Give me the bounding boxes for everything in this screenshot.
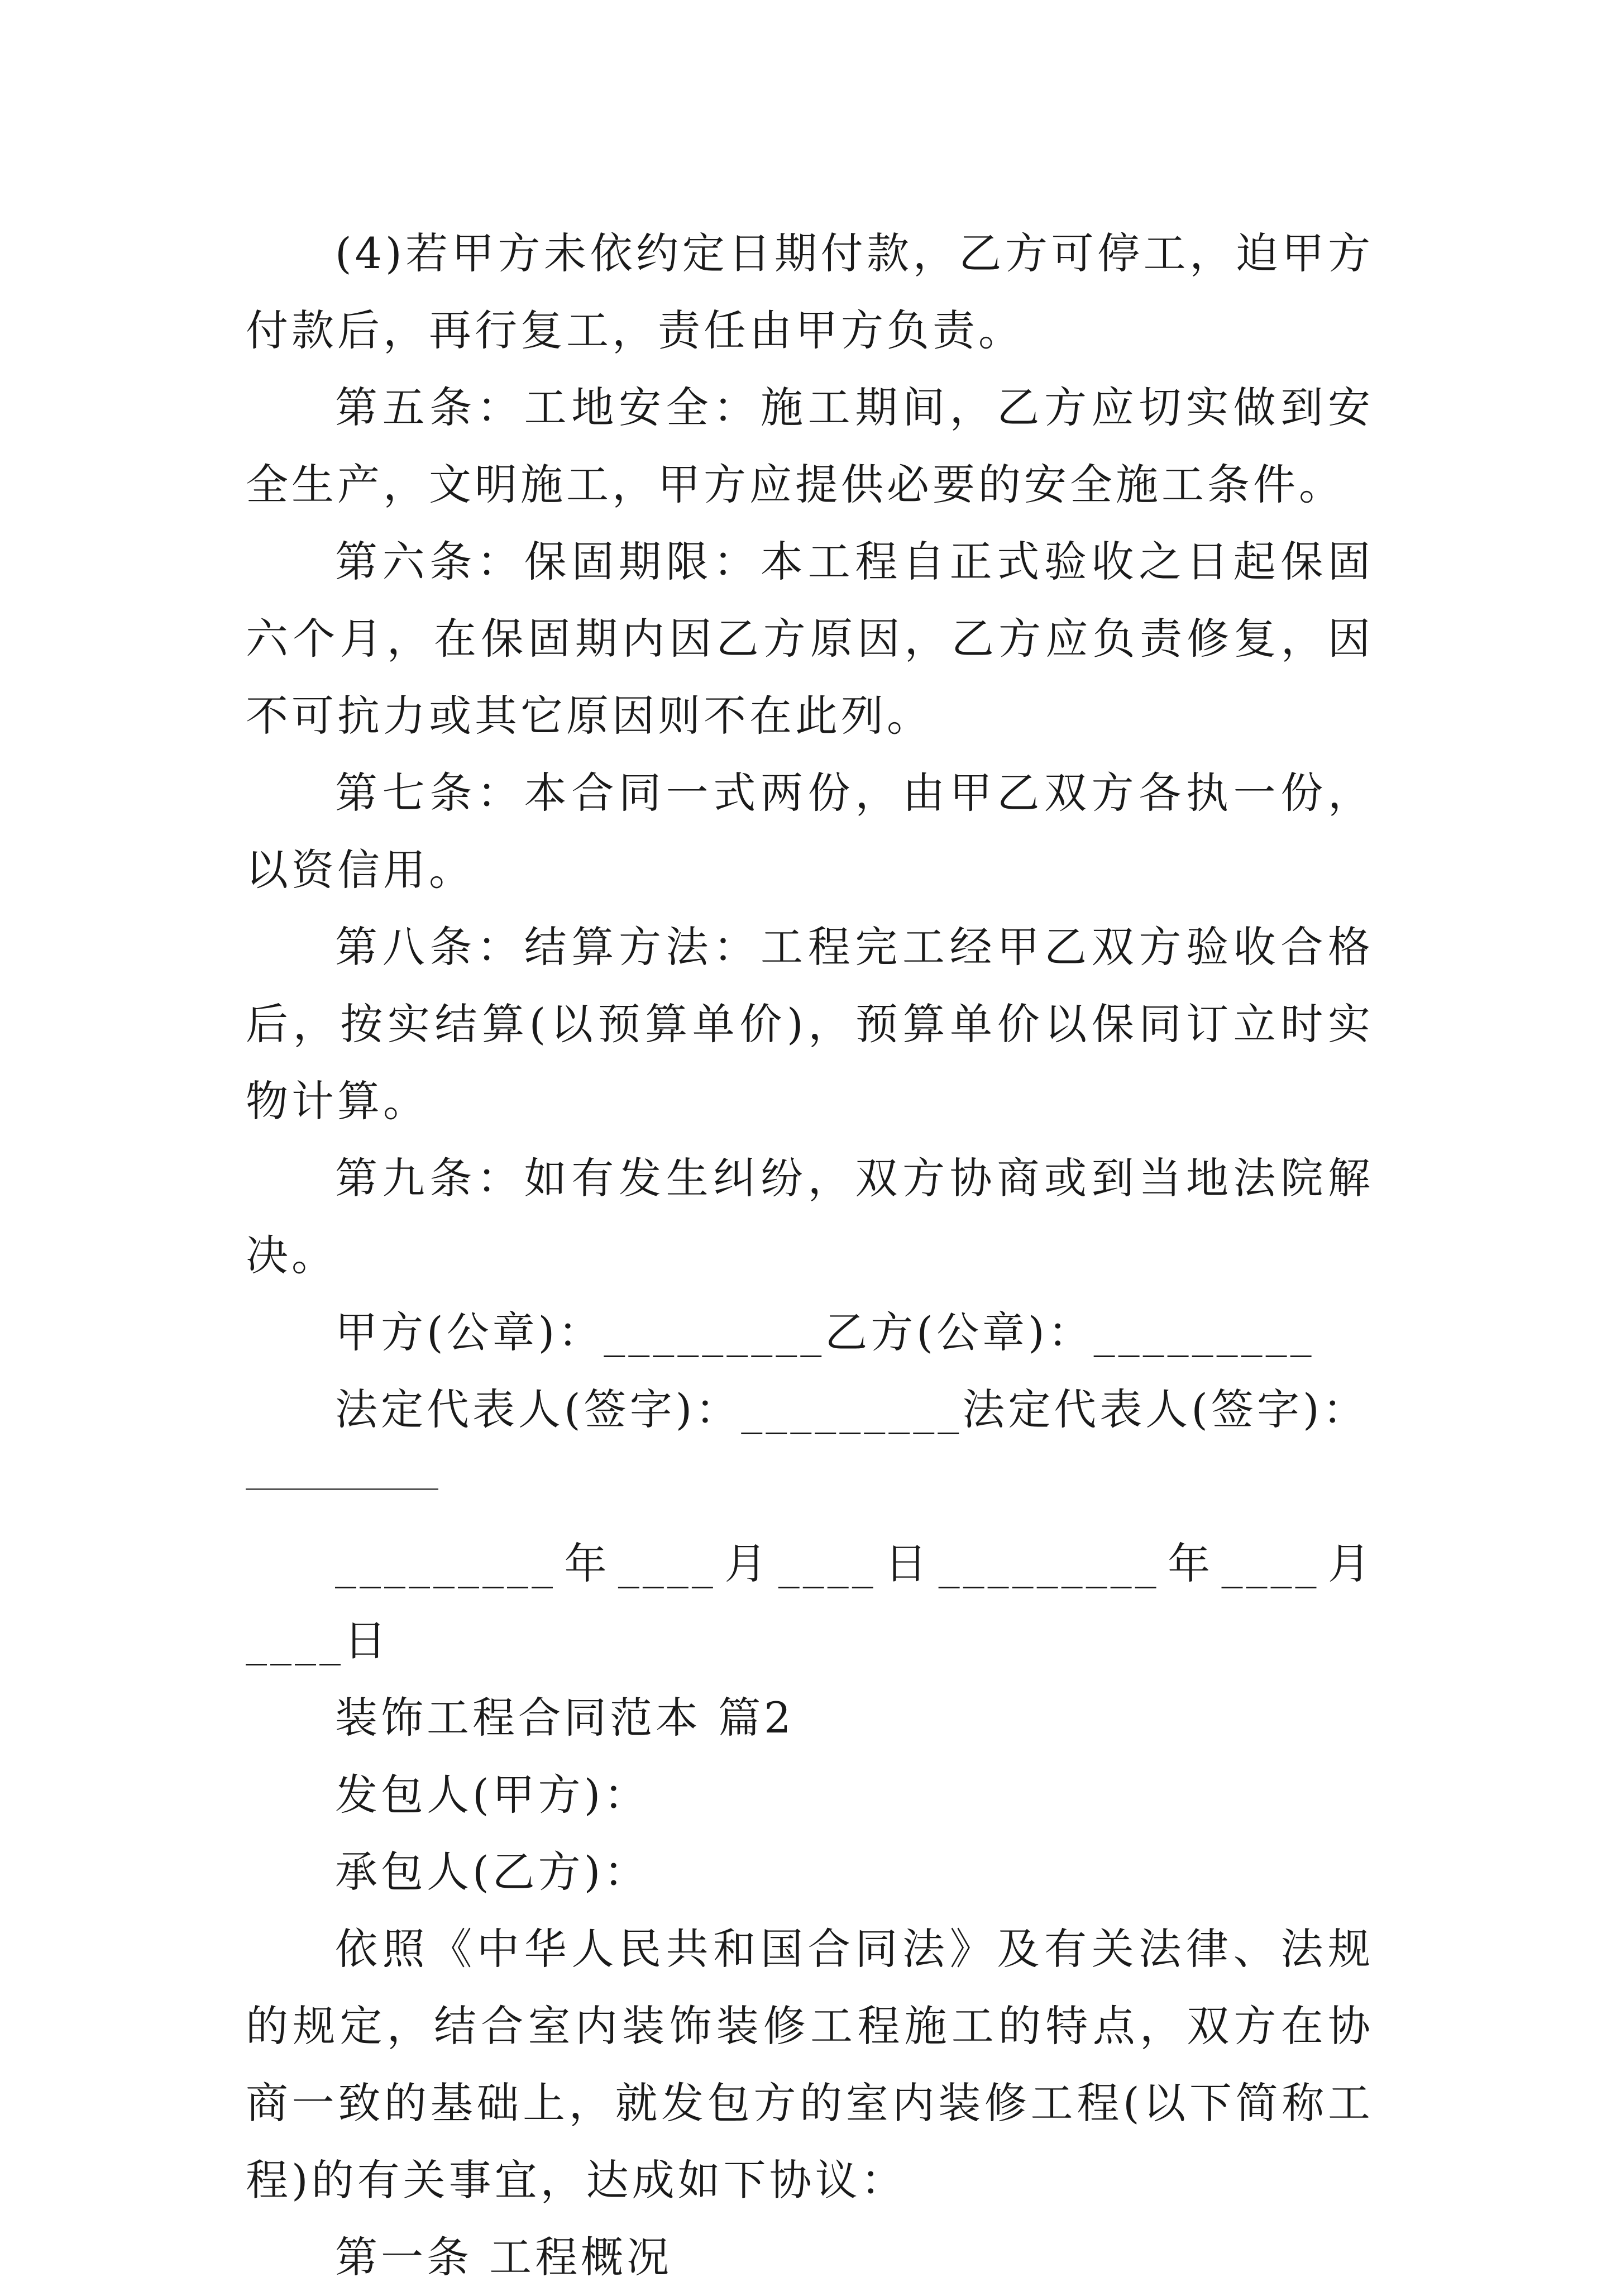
paragraph-article-1-heading: 第一条 工程概况 bbox=[335, 2232, 673, 2282]
paragraph-article-9-disputes: 第九条：如有发生纠纷，双方协商或到当地法院解决。 bbox=[246, 1153, 1374, 1280]
signature-underline bbox=[246, 1488, 438, 1490]
date-line: _________年____月____日_________年____月____日 bbox=[246, 1539, 1374, 1665]
document-body bbox=[246, 215, 1374, 2296]
paragraph-article-5-site-safety: 第五条：工地安全：施工期间，乙方应切实做到安全生产，文明施工，甲方应提供必要的安全施工条件。 bbox=[246, 383, 1374, 509]
party-b-line: 承包人(乙方)： bbox=[335, 1847, 650, 1897]
paragraph-article-6-warranty: 第六条：保固期限：本工程自正式验收之日起保固六个月，在保固期内因乙方原因，乙方应负责修复，因不可抗力或其它原因则不在此列。 bbox=[246, 537, 1374, 741]
signature-line-representatives: 法定代表人(签字)：_________法定代表人(签字)： bbox=[335, 1385, 1369, 1434]
signature-blank-line bbox=[246, 1448, 1374, 1525]
party-a-line: 发包人(甲方)： bbox=[335, 1770, 650, 1820]
paragraph-article-7-copies: 第七条：本合同一式两份，由甲乙双方各执一份，以资信用。 bbox=[246, 768, 1374, 895]
paragraph-article-8-settlement: 第八条：结算方法：工程完工经甲乙双方验收合格后，按实结算(以预算单价)，预算单价以保同订立时实物计算。 bbox=[246, 922, 1374, 1126]
signature-line-seals: 甲方(公章)：_________乙方(公章)：_________ bbox=[335, 1307, 1315, 1357]
section-title-contract-2: 装饰工程合同范本 篇2 bbox=[335, 1693, 795, 1743]
paragraph-payment-clause: (4)若甲方未依约定日期付款，乙方可停工，迫甲方付款后，再行复工，责任由甲方负责。 bbox=[246, 228, 1374, 355]
paragraph-preamble: 依照《中华人民共和国合同法》及有关法律、法规的规定，结合室内装饰装修工程施工的特点，双方在协商一致的基础上，就发包方的室内装修工程(以下简称工程)的有关事宜，达成如下协议： bbox=[246, 1924, 1374, 2205]
